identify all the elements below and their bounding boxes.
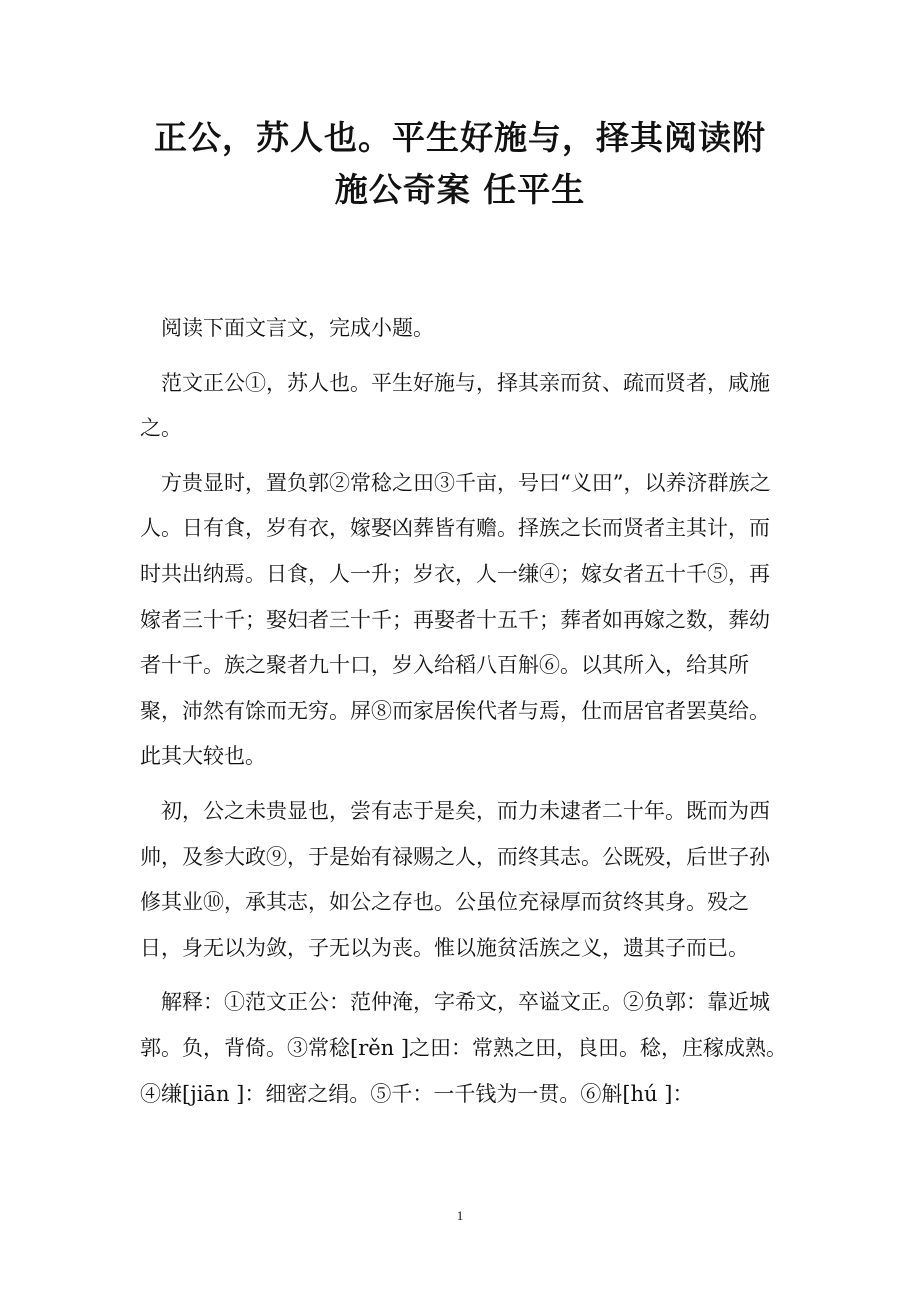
paragraph-1: 范文正公①，苏人也。平生好施与，择其亲而贫、疏而贤者，咸施之。 (140, 370, 770, 441)
title-line-2: 施公奇案 任平生 (334, 170, 586, 209)
page-number: 1 (456, 1208, 464, 1223)
paragraph-2: 方贵显时，置负郭②常稔之田③千亩，号曰“义田”，以养济群族之人。日有食，岁有衣，嫁娶凶葬皆有赡。择族之长而贤者主其计，而时共出纳焉。日食，人一升；岁衣，人一缣④；嫁女者五十千⑤，再嫁者三十千；娶妇者三十千；再娶者十五千；葬者如再嫁之数，葬幼者十千。族之聚者九十口，岁入给稻八百斛⑥。以其所入，给其所聚，沛然有馀而无穷。屏⑧而家居俟代者与焉，仕而居官者罢莫给。此其大较也。 (140, 470, 771, 769)
paragraph-3: 初，公之未贵显也，尝有志于是矣，而力未逮者二十年。既而为西帅，及参大政⑨，于是始有禄赐之人，而终其志。公既殁，后世子孙修其业⑩，承其志，如公之存也。公虽位充禄厚而贫终其身。殁之日，身无以为敛，子无以为丧。惟以施贫活族之义，遗其子而已。 (140, 798, 770, 960)
paragraph-instruction: 阅读下面文言文，完成小题。 (161, 316, 434, 340)
document-body (140, 306, 788, 1117)
document-title (100, 112, 820, 216)
paragraph-notes: 解释：①范文正公：范仲淹，字希文，卒谥文正。②负郭：靠近城郭。负，背倚。③常稔[rěn ]之田：常熟之田，良田。稔，庄稼成熟。④缣[jiān ]：细密之绢。⑤千：一千钱为一贯。⑥斛[hú ]： (140, 990, 788, 1106)
title-line-1: 正公，苏人也。平生好施与，择其阅读附 (154, 118, 766, 157)
